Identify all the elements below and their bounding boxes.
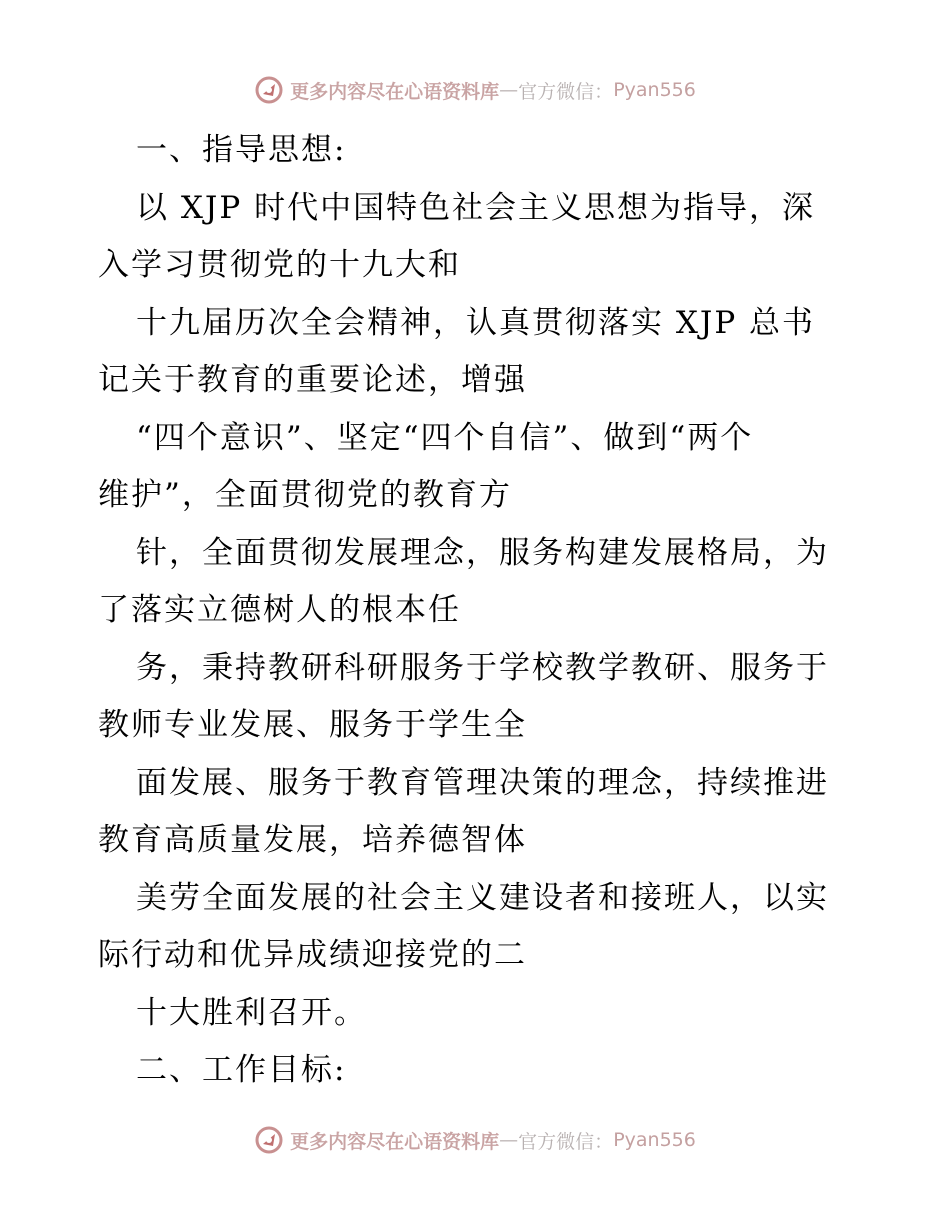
text-line: 教师专业发展、服务于学生全 — [98, 707, 527, 743]
text-line: 美劳全面发展的社会主义建设者和接班人，以实 — [136, 879, 829, 916]
watermark-main-text: 更多内容尽在心语资料库 — [290, 80, 500, 103]
watermark-footer — [0, 1122, 950, 1158]
text-line: 二、工作目标: — [136, 1052, 347, 1088]
text-line: 十大胜利召开。 — [136, 994, 367, 1031]
text-line: 教育高质量发展，培养德智体 — [98, 822, 527, 858]
watermark-dash: — — [499, 1129, 519, 1151]
watermark-sub-text: 官方微信： — [518, 80, 614, 103]
text-line: 针，全面贯彻发展理念，服务构建发展格局，为 — [136, 534, 829, 571]
text-line: “四个意识”、坚定“四个自信”、做到“两个 — [136, 419, 754, 456]
text-line: 了落实立德树人的根本任 — [98, 592, 461, 628]
watermark-dash: — — [499, 79, 519, 101]
text-line: 一、指导思想: — [136, 132, 347, 168]
text-line: 务，秉持教研科研服务于学校教学教研、服务于 — [136, 649, 829, 686]
text-line: 十九届历次全会精神，认真贯彻落实 XJP 总书 — [136, 304, 816, 341]
watermark-id: Pyan556 — [613, 1129, 696, 1151]
watermark-id: Pyan556 — [613, 79, 696, 101]
document-body — [98, 122, 858, 1100]
text-line: 际行动和优异成绩迎接党的二 — [98, 937, 527, 973]
text-line: 维护”，全面贯彻党的教育方 — [98, 477, 512, 513]
text-line: 面发展、服务于教育管理决策的理念，持续推进 — [136, 764, 829, 801]
watermark-main-text: 更多内容尽在心语资料库 — [290, 1130, 500, 1153]
text-line: 记关于教育的重要论述，增强 — [98, 362, 527, 398]
watermark-sub-text: 官方微信： — [518, 1130, 614, 1153]
logo-icon — [254, 75, 284, 105]
logo-icon — [254, 1125, 284, 1155]
text-line: 以 XJP 时代中国特色社会主义思想为指导，深 — [136, 189, 816, 226]
watermark-header — [0, 72, 950, 108]
text-line: 入学习贯彻党的十九大和 — [98, 247, 461, 283]
